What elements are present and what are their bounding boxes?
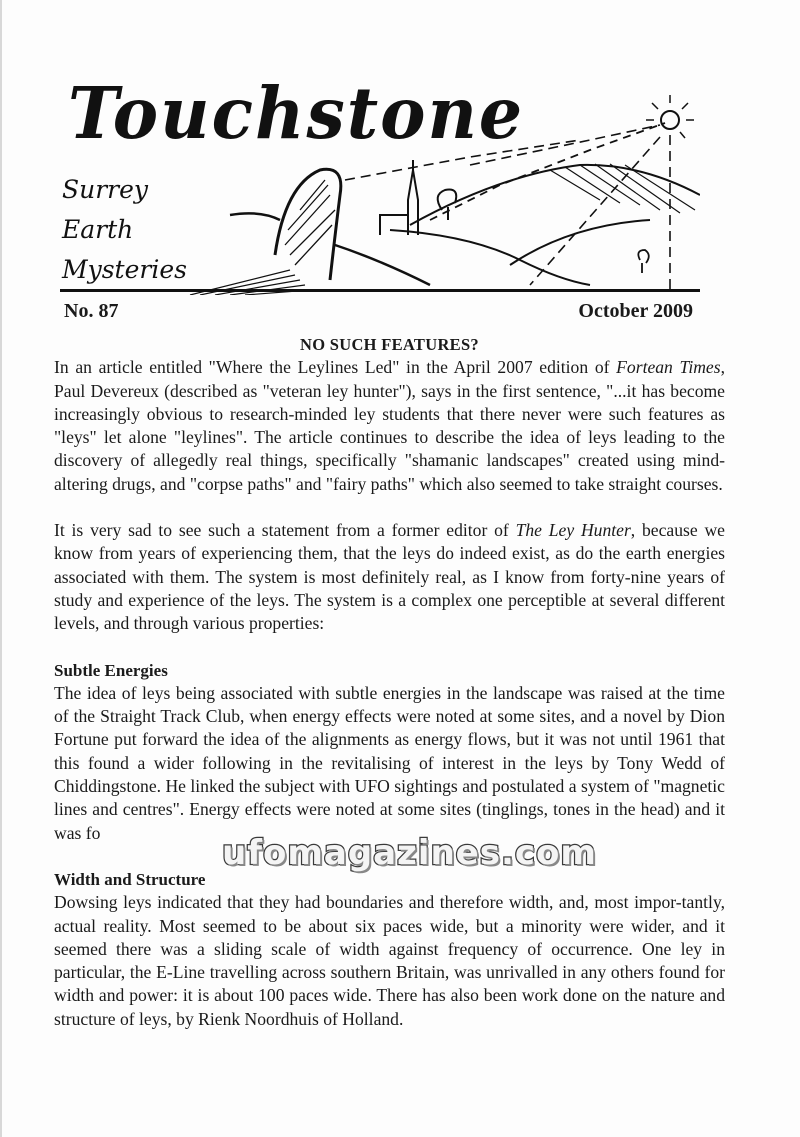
road: [510, 220, 650, 265]
subtitle-line: Surrey: [62, 175, 149, 204]
article: [54, 333, 725, 1031]
page-edge: [0, 0, 2, 1137]
second-paragraph: [54, 519, 725, 635]
subtitle-line: Earth: [62, 215, 134, 244]
text-span: It is very sad to see such a statement from a former editor of: [54, 520, 516, 541]
section-heading: Width and Structure: [54, 869, 206, 889]
subtitle-line: Mysteries: [62, 255, 187, 284]
article-headline: NO SUCH FEATURES?: [300, 335, 479, 354]
issue-number: No. 87: [64, 300, 119, 322]
ley-line: [470, 125, 660, 165]
sun-rays: [646, 95, 694, 138]
publication-title: The Ley Hunter: [515, 520, 631, 541]
newsletter-subtitle: [62, 170, 187, 290]
tree: [438, 190, 457, 220]
hill-hatching: [550, 164, 695, 213]
section-body: Dowsing leys indicated that they had boundaries and therefore width, and, most impor-tantly, actual reality. Most seemed to be about six paces wide, but a minority were wider, and it seemed there was a sliding scale of width against frequency of occurrence. One ley in particular, the E-Line travelling across southern Britain, was unrivalled in any others found for width and power: it is about 100 paces wide. There has also been work done on the nature and structure of leys, by Rienk Noordhuis of Holland.: [54, 892, 725, 1029]
text-span: In an article entitled "Where the Leylines Led" in the April 2007 edition of: [54, 357, 617, 378]
landscape-illustration: [170, 85, 700, 295]
issue-date: October 2009: [578, 300, 693, 322]
text-span: , Paul Devereux (described as "veteran ley hunter"), says in the first sentence, "...it has become increasingly obvious to research-minded ley students that there never were such features as "leys" let alone "leylines". The article continues to describe the idea of leys leading to the discovery of allegedly real things, specifically "shamanic landscapes" created using mind-altering drugs, and "corpse paths" and "fairy paths" which also seemed to take straight courses.: [54, 357, 725, 494]
text-span: , because we know from years of experiencing them, that the leys do indeed exist, as do the earth energies associated with them. The system is most definitely real, as I know from forty-nine years of study and experience of the leys. The system is a complex one perceptible at several different levels, and through various properties:: [54, 520, 725, 634]
section-body: The idea of leys being associated with subtle energies in the landscape was raised at the time of the Straight Track Club, when energy effects were noted at some sites, and a novel by Dion Fortune put forward the idea of the alignments as energy flows, but it was not until 1961 that this found a wider following in the revitalising of interest in the leys by Tony Wedd of Chiddingstone. He linked the subject with UFO sightings and postulated a system of "magnetic lines and centres". Energy effects were noted at some sites (tinglings, tones in the head) and it was fo: [54, 682, 725, 843]
hill: [410, 165, 700, 225]
tree: [638, 250, 648, 273]
masthead-rule: [60, 289, 700, 292]
standing-stone: [275, 169, 341, 280]
hedge: [230, 213, 280, 220]
stone-hatching: [285, 180, 335, 265]
publication-title: Fortean Times: [616, 357, 721, 378]
newsletter-title: Touchstone: [68, 72, 525, 156]
section-heading: Subtle Energies: [54, 660, 168, 680]
intro-paragraph: [54, 356, 725, 496]
sun-icon: [661, 111, 679, 129]
ley-line: [345, 140, 580, 180]
masthead: [60, 70, 700, 295]
ley-line: [530, 137, 660, 285]
watermark: ufomagazines.com: [222, 833, 597, 873]
hedge: [335, 245, 430, 285]
